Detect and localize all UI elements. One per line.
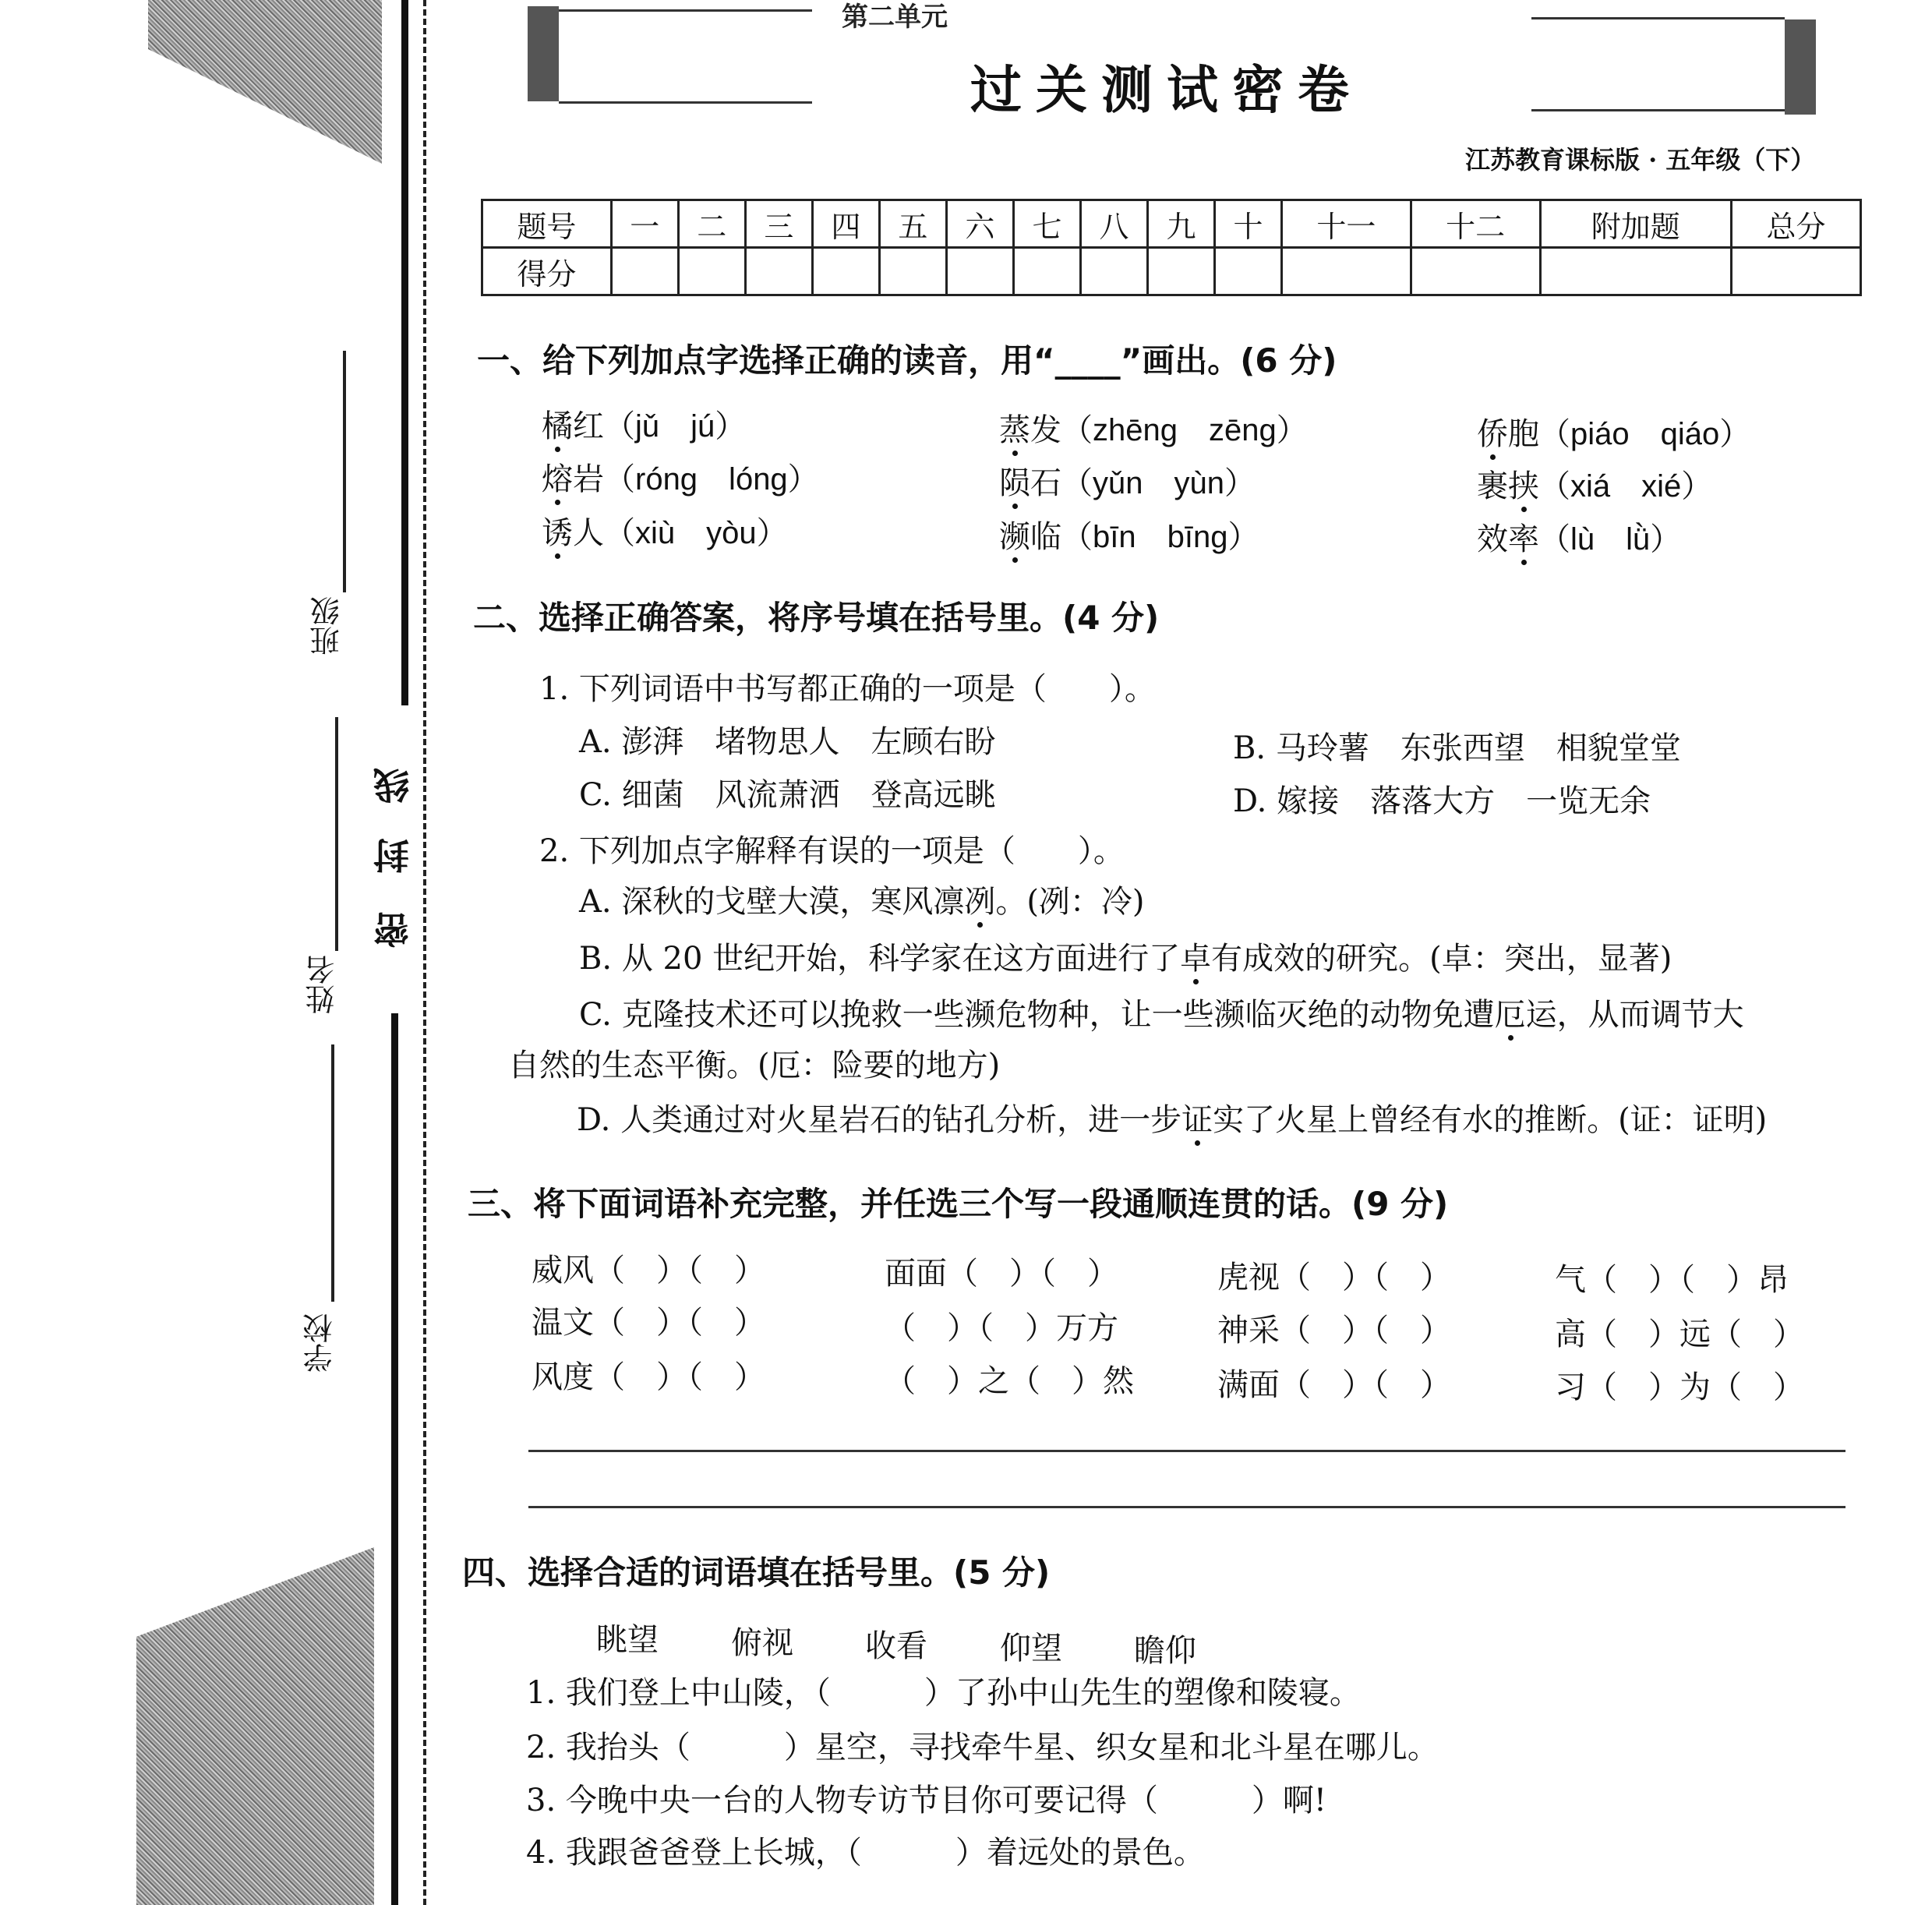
dotted-char: 诱 [542,508,573,553]
dotted-char: 橘 [542,401,573,446]
pinyin-item-1 [542,401,746,446]
school-label: 学校 [303,1313,337,1373]
word-rest: 临 [1030,519,1061,555]
idiom-blank[interactable]: 气（ ）（ ）昂 [1555,1262,1789,1298]
pinyin-item-8 [999,512,1259,557]
question-4-1[interactable]: 1. 我们登上中山陵，（ ）了孙中山先生的塑像和陵寝。 [526,1675,1361,1711]
writing-line-1[interactable] [528,1450,1845,1452]
binding-line-lower [391,1013,398,1905]
option-2-1-d[interactable]: D. 嫁接 落落大方 一览无余 [1233,783,1651,819]
dotted-char: 厄 [1495,990,1526,1034]
dotted-char: 冽 [964,877,995,921]
word-rest: 裹 [1477,468,1508,504]
score-header-cell: 十 [1215,200,1282,248]
idiom-blank[interactable]: 习（ ）为（ ） [1555,1370,1804,1405]
section-4-title: 四、选择合适的词语填在括号里。(5 分) [462,1553,1051,1592]
score-cell[interactable] [745,248,812,295]
word-rest: 发 [1030,412,1061,448]
unit-tag: 第二单元 [842,2,948,33]
score-cell[interactable] [1540,248,1731,295]
word-rest: 红 [573,408,604,444]
word-rest: 人 [573,515,604,551]
score-cell[interactable] [946,248,1013,295]
score-cell[interactable] [1215,248,1282,295]
header-rule-left-top [559,9,812,12]
idiom-blank[interactable]: 满面（ ）（ ） [1217,1367,1451,1403]
section-2-title: 二、选择正确答案，将序号填在括号里。(4 分) [473,599,1160,637]
dotted-char: 陨 [999,458,1030,503]
option-2-2-b[interactable] [579,934,1672,978]
score-header-cell: 题号 [482,200,612,248]
score-cell[interactable] [1013,248,1080,295]
question-4-4[interactable]: 4. 我跟爸爸登上长城，（ ）着远处的景色。 [526,1835,1205,1871]
pinyin-options[interactable]: （lù lǜ） [1539,522,1682,557]
pinyin-item-5 [999,458,1256,503]
score-cell[interactable] [1282,248,1411,295]
idiom-blank[interactable]: 面面（ ）（ ） [885,1256,1118,1292]
score-cell[interactable] [611,248,678,295]
score-header-cell: 五 [879,200,946,248]
dotted-char: 蒸 [999,405,1030,450]
header-rule-left-bottom [559,101,812,104]
section-3-title: 三、将下面词语补充完整，并任选三个写一段通顺连贯的话。(9 分) [468,1185,1449,1223]
pinyin-options[interactable]: （yǔn yùn） [1061,466,1256,500]
page-title: 过关测试密卷 [970,59,1363,120]
seal-char-xian: 线 [373,768,415,804]
score-header-cell: 九 [1148,200,1215,248]
word-bank-item: 收看 [865,1628,927,1664]
idiom-blank[interactable]: 温文（ ）（ ） [532,1305,765,1341]
pinyin-item-2 [999,405,1308,450]
option-text: 。(冽：冷) [995,884,1145,920]
option-2-2-c[interactable] [579,990,1744,1034]
school-fill-line[interactable] [331,1044,334,1302]
score-cell[interactable] [1411,248,1540,295]
score-header-cell: 十二 [1411,200,1540,248]
idiom-blank[interactable]: （ ）（ ）万方 [885,1310,1118,1346]
score-header-cell: 附加题 [1540,200,1731,248]
word-bank-item: 眺望 [596,1622,659,1658]
score-table [481,199,1862,296]
idiom-blank[interactable]: 神采（ ）（ ） [1217,1313,1451,1348]
pinyin-options[interactable]: （bīn bīng） [1061,520,1259,554]
seal-char-mi: 密 [373,912,415,948]
pinyin-options[interactable]: （róng lóng） [604,462,819,497]
header-rule-right-top [1531,17,1785,19]
name-fill-line[interactable] [335,717,338,951]
word-rest: 效 [1477,521,1508,557]
dotted-char: 熔 [542,454,573,499]
scan-shadow-top [148,0,382,164]
score-cell[interactable] [1080,248,1147,295]
writing-line-2[interactable] [528,1506,1845,1508]
score-header-cell: 一 [611,200,678,248]
score-header-cell: 七 [1013,200,1080,248]
question-4-3[interactable]: 3. 今晚中央一台的人物专访节目你可要记得（ ）啊! [526,1783,1326,1818]
binding-line-upper [401,0,408,705]
pinyin-options[interactable]: （jǔ jú） [604,409,747,444]
option-text: B. 从 20 世纪开始，科学家在这方面进行了 [579,941,1181,977]
question-2-1: 1. 下列词语中书写都正确的一项是（ ）。 [539,671,1156,707]
score-cell[interactable] [879,248,946,295]
option-text: 实了火星上曾经有水的推断。(证：证明) [1213,1102,1768,1138]
option-text: 有成效的研究。(卓：突出，显著) [1211,941,1672,977]
score-table-header-row [482,200,1861,248]
score-table-score-row [482,248,1861,295]
header-bar-left [528,6,559,101]
dotted-char: 侨 [1477,409,1508,454]
option-2-1-c[interactable]: C. 细菌 风流萧洒 登高远眺 [579,777,996,813]
pinyin-options[interactable]: （piáo qiáo） [1539,417,1751,451]
word-rest: 胞 [1508,416,1539,452]
dotted-char: 证 [1181,1095,1213,1140]
score-cell[interactable] [812,248,879,295]
question-2-2: 2. 下列加点字解释有误的一项是（ ）。 [539,833,1125,869]
pinyin-item-7 [542,508,788,553]
idiom-blank[interactable]: 威风（ ）（ ） [532,1253,765,1288]
seal-char-feng: 封 [373,838,415,874]
question-4-2[interactable]: 2. 我抬头（ ）星空，寻找牵牛星、织女星和北斗星在哪儿。 [526,1730,1439,1765]
score-cell[interactable] [678,248,745,295]
score-header-cell: 三 [745,200,812,248]
dotted-char: 率 [1508,514,1539,559]
score-header-cell: 十一 [1282,200,1411,248]
edition-label: 江苏教育课标版 · 五年级（下） [1465,145,1816,175]
dotted-char: 卓 [1180,934,1211,978]
option-2-2-a[interactable] [579,877,1145,921]
option-2-2-d[interactable] [577,1095,1767,1140]
score-header-cell: 二 [678,200,745,248]
score-header-cell: 八 [1080,200,1147,248]
idiom-blank[interactable]: （ ）之（ ）然 [885,1363,1134,1399]
option-text: A. 深秋的戈壁大漠，寒风凛 [579,884,965,920]
word-bank-item: 瞻仰 [1134,1633,1196,1669]
pinyin-item-3 [1477,409,1750,454]
name-label: 姓名 [306,955,340,1014]
score-row-label: 得分 [482,248,612,295]
pinyin-options[interactable]: （zhēng zēng） [1061,413,1308,447]
score-cell[interactable] [1732,248,1861,295]
option-2-1-b[interactable]: B. 马玲薯 东张西望 相貌堂堂 [1233,730,1681,766]
word-bank-item: 仰望 [1000,1631,1062,1666]
idiom-blank[interactable]: 虎视（ ）（ ） [1217,1260,1451,1295]
option-text: C. 克隆技术还可以挽救一些濒危物种，让一些濒临灭绝的动物免遭 [579,997,1495,1033]
option-2-2-c-continued: 自然的生态平衡。(厄：险要的地方) [508,1048,1001,1083]
class-fill-line[interactable] [343,351,346,592]
word-rest: 石 [1030,465,1061,501]
score-header-cell: 四 [812,200,879,248]
cut-line-dashed [423,0,426,1905]
pinyin-options[interactable]: （xiá xié） [1539,469,1713,504]
option-text: D. 人类通过对火星岩石的钻孔分析，进一步 [577,1102,1182,1138]
word-bank-item: 俯视 [731,1625,793,1661]
pinyin-item-6 [1477,461,1712,506]
class-label: 班级 [310,596,344,656]
word-rest: 岩 [573,461,604,497]
section-1-title: 一、给下列加点字选择正确的读音，用“____”画出。(6 分) [477,341,1337,380]
pinyin-item-4 [542,454,819,499]
pinyin-options[interactable]: （xiù yòu） [604,516,788,550]
score-header-cell: 六 [946,200,1013,248]
option-2-1-a[interactable]: A. 澎湃 堵物思人 左顾右盼 [579,724,996,760]
idiom-blank[interactable]: 高（ ）远（ ） [1555,1317,1804,1352]
header-rule-right-bottom [1531,109,1785,111]
dotted-char: 濒 [999,512,1030,557]
score-cell[interactable] [1148,248,1215,295]
score-header-cell: 总分 [1732,200,1861,248]
pinyin-item-9 [1477,514,1681,559]
header-bar-right [1785,19,1816,115]
idiom-blank[interactable]: 风度（ ）（ ） [532,1359,765,1395]
option-text: 运，从而调节大 [1525,997,1744,1033]
dotted-char: 挟 [1508,461,1539,506]
scan-shadow-bottom [136,1547,374,1905]
